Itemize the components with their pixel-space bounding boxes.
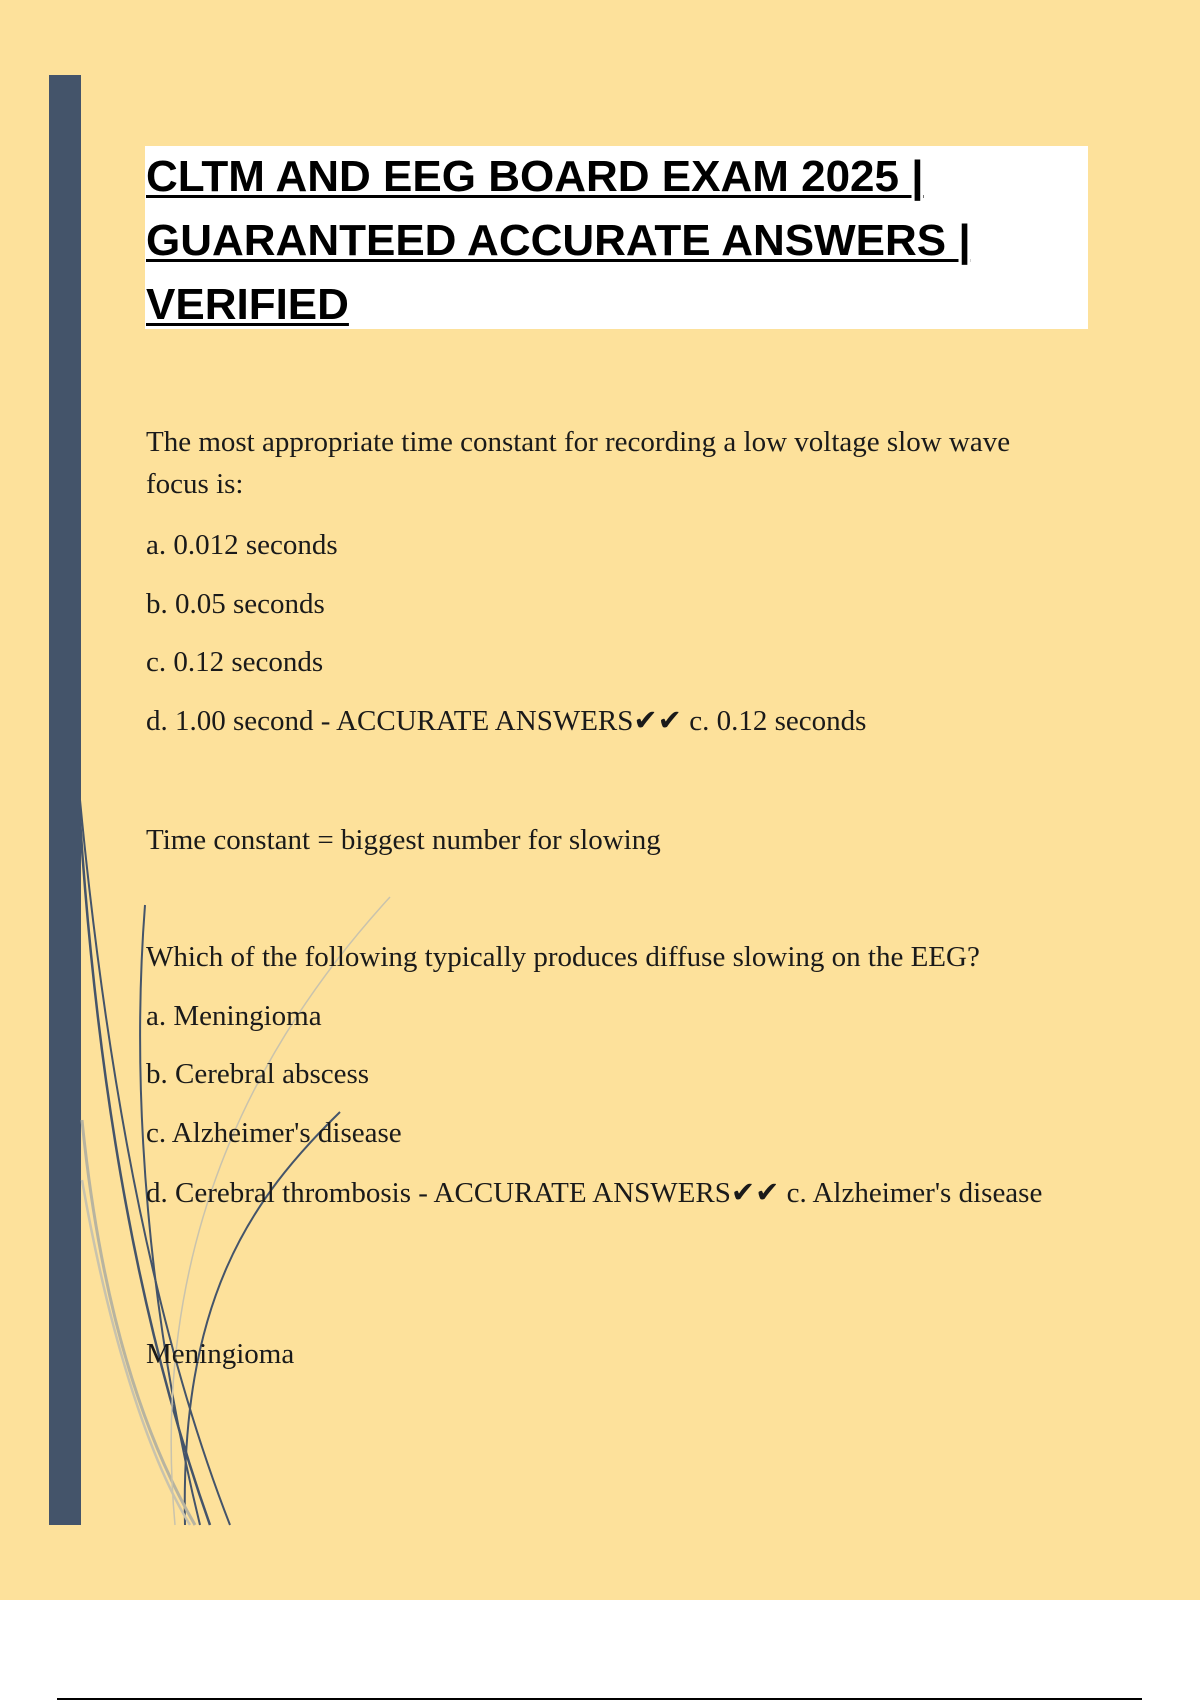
question-2-option-d-answer: d. Cerebral thrombosis - ACCURATE ANSWERS✔✔ c. Alzheimer's disease bbox=[146, 1177, 1043, 1209]
question-2-stem: Which of the following typically produces diffuse slowing on the EEG? bbox=[146, 941, 980, 973]
question-2-option-c: c. Alzheimer's disease bbox=[146, 1117, 402, 1149]
question-1-option-c: c. 0.12 seconds bbox=[146, 646, 324, 678]
question-1-option-d-answer: d. 1.00 second - ACCURATE ANSWERS✔✔ c. 0.12 seconds bbox=[146, 705, 867, 737]
question-2-note: Meningioma bbox=[146, 1338, 295, 1370]
side-accent-bar bbox=[49, 75, 81, 1525]
question-1-stem: The most appropriate time constant for recording a low voltage slow wave focus is: bbox=[146, 426, 1011, 500]
question-1-note: Time constant = biggest number for slowing bbox=[146, 824, 661, 856]
question-2-option-b: b. Cerebral abscess bbox=[146, 1058, 370, 1090]
document-title: CLTM AND EEG BOARD EXAM 2025 | GUARANTEED ACCURATE ANSWERS | VERIFIED bbox=[146, 152, 971, 329]
question-1-option-b: b. 0.05 seconds bbox=[146, 588, 325, 620]
question-2-option-a: a. Meningioma bbox=[146, 1000, 322, 1032]
question-1-option-a: a. 0.012 seconds bbox=[146, 529, 338, 561]
